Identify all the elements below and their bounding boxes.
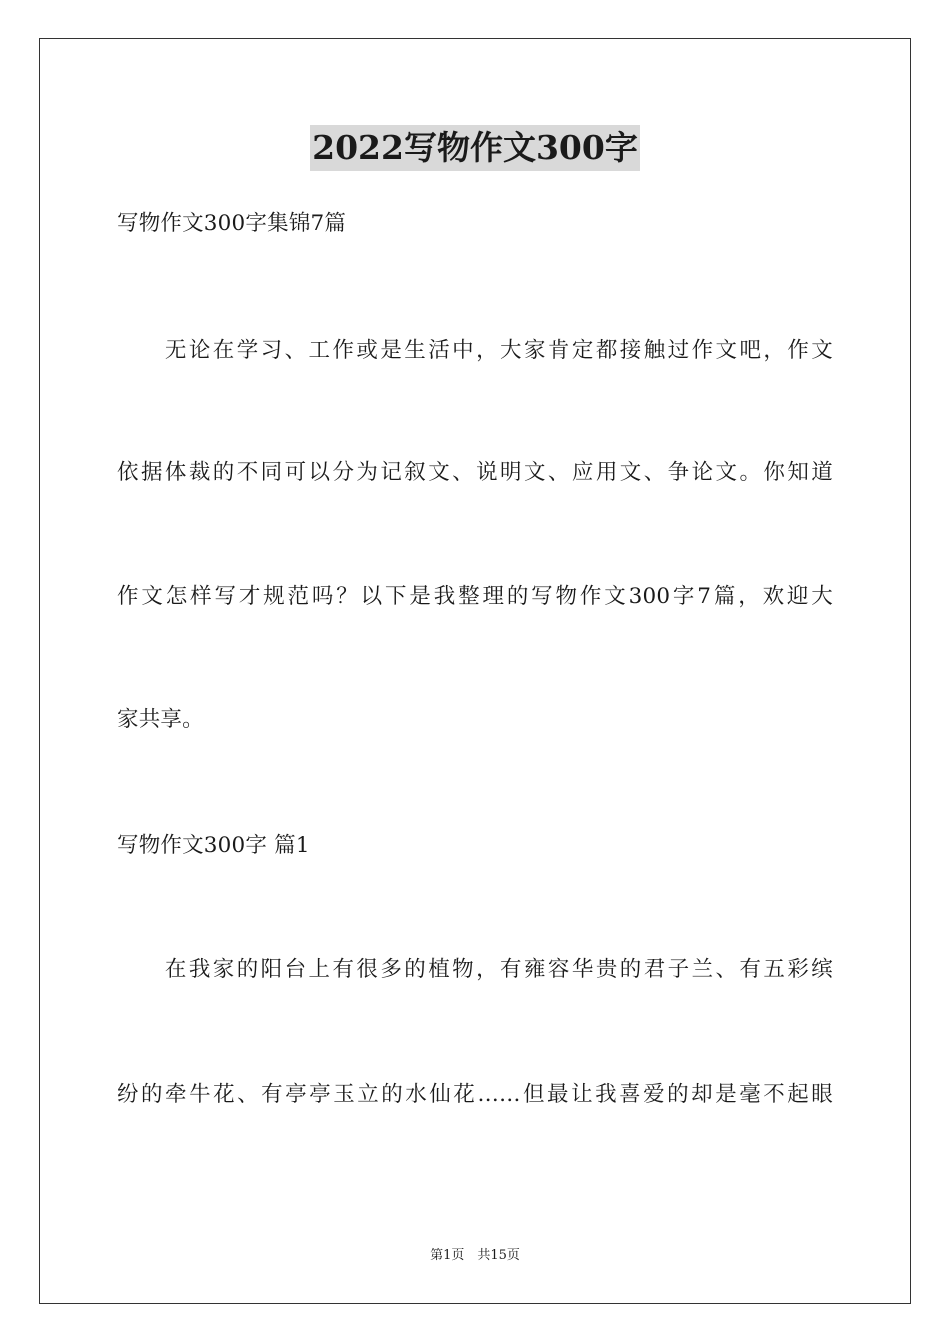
- intro-line-1: 无论在学习、工作或是生活中，大家肯定都接触过作文吧，作文: [117, 338, 833, 363]
- section-heading: 写物作文300字 篇1: [117, 833, 310, 858]
- intro-line-2: 依据体裁的不同可以分为记叙文、说明文、应用文、争论文。你知道: [117, 460, 833, 485]
- page-footer: 第1页 共15页: [430, 1248, 520, 1263]
- document-title: 2022写物作文300字: [310, 125, 640, 171]
- intro-line-3: 作文怎样写才规范吗？以下是我整理的写物作文300字7篇，欢迎大: [117, 584, 833, 609]
- section-line-2: 纷的牵牛花、有亭亭玉立的水仙花……但最让我喜爱的却是毫不起眼: [117, 1082, 833, 1107]
- document-subtitle: 写物作文300字集锦7篇: [117, 211, 347, 236]
- title-container: [0, 125, 950, 171]
- section-line-1: 在我家的阳台上有很多的植物，有雍容华贵的君子兰、有五彩缤: [117, 957, 833, 982]
- intro-line-4: 家共享。: [117, 707, 204, 732]
